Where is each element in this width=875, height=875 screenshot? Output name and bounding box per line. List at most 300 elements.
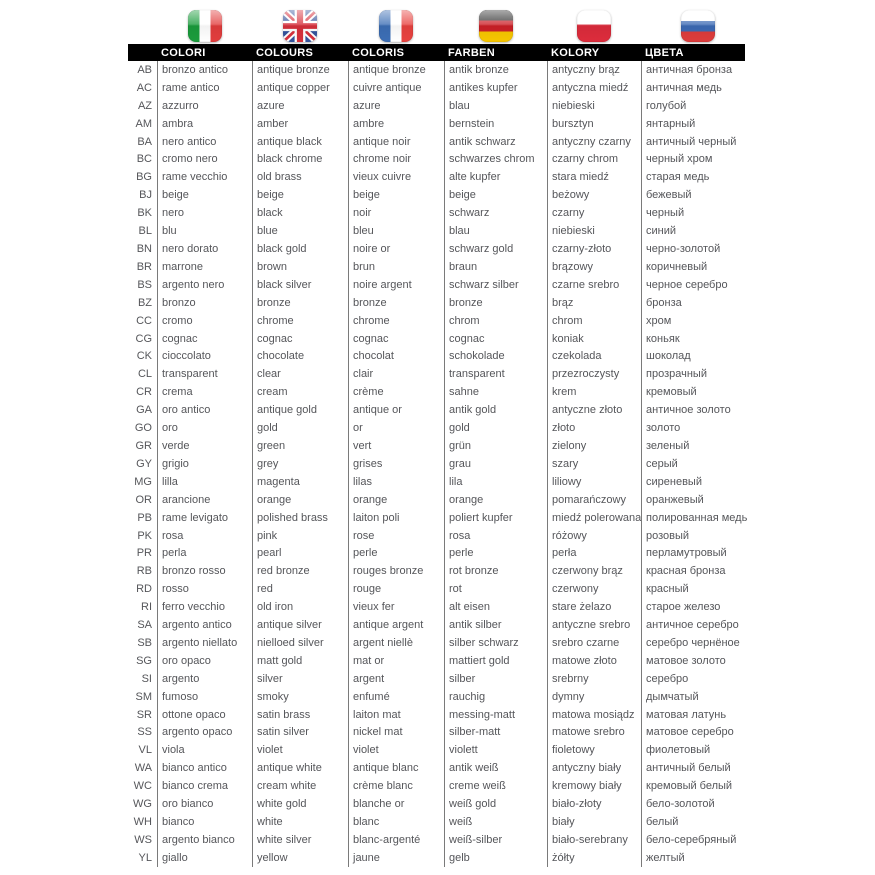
french-name-cell: antique noir: [348, 133, 444, 151]
header-colori: COLORI: [161, 46, 206, 59]
polish-name-cell: miedź polerowana: [547, 509, 641, 527]
table-row: [128, 276, 760, 294]
english-name-cell: green: [252, 437, 348, 455]
russian-name-cell: золото: [641, 419, 754, 437]
table-row: [128, 186, 760, 204]
italian-name-cell: rame vecchio: [157, 168, 252, 186]
table-row: [128, 473, 760, 491]
polish-name-cell: antyczne złoto: [547, 401, 641, 419]
polish-name-cell: złoto: [547, 419, 641, 437]
color-code-cell: BJ: [139, 189, 152, 202]
color-code-cell: BG: [136, 171, 152, 184]
english-name-cell: antique copper: [252, 79, 348, 97]
italian-name-cell: blu: [157, 222, 252, 240]
table-row: [128, 455, 760, 473]
color-code-cell: GA: [136, 404, 152, 417]
german-name-cell: antik weiß: [444, 759, 547, 777]
russian-name-cell: античная медь: [641, 79, 754, 97]
italian-name-cell: nero dorato: [157, 240, 252, 258]
polish-name-cell: brąz: [547, 294, 641, 312]
russian-name-cell: кремовый: [641, 383, 754, 401]
english-name-cell: black: [252, 204, 348, 222]
table-row: [128, 598, 760, 616]
italian-name-cell: oro: [157, 419, 252, 437]
header-coloris: COLORIS: [352, 46, 405, 59]
italian-name-cell: viola: [157, 741, 252, 759]
polish-name-cell: antyczny biały: [547, 759, 641, 777]
italian-name-cell: crema: [157, 383, 252, 401]
color-code-cell: SG: [136, 654, 152, 667]
english-name-cell: cognac: [252, 330, 348, 348]
color-code-cell: PR: [136, 547, 152, 560]
polish-name-cell: matowe srebro: [547, 724, 641, 742]
color-code-cell: AZ: [137, 99, 152, 112]
color-code-cell: CK: [136, 350, 152, 363]
english-name-cell: orange: [252, 491, 348, 509]
french-name-cell: vieux fer: [348, 598, 444, 616]
german-name-cell: lila: [444, 473, 547, 491]
polish-name-cell: antyczna miedź: [547, 79, 641, 97]
italy-flag-icon: [188, 10, 222, 42]
english-name-cell: cream white: [252, 777, 348, 795]
header-kolory: KOLORY: [551, 46, 600, 59]
english-name-cell: antique bronze: [252, 61, 348, 79]
color-code-cell: CL: [137, 368, 152, 381]
color-code-cell: YL: [138, 851, 152, 864]
table-row: [128, 670, 760, 688]
italian-name-cell: nero antico: [157, 133, 252, 151]
german-name-cell: chrom: [444, 312, 547, 330]
russian-name-cell: сиреневый: [641, 473, 754, 491]
german-name-cell: blau: [444, 97, 547, 115]
table-row: [128, 348, 760, 366]
russian-name-cell: черный: [641, 204, 754, 222]
table-row: [128, 759, 760, 777]
russian-name-cell: античный белый: [641, 759, 754, 777]
english-name-cell: old brass: [252, 168, 348, 186]
french-name-cell: ambre: [348, 115, 444, 133]
color-code-cell: AB: [137, 63, 152, 76]
russian-name-cell: серебро: [641, 670, 754, 688]
italian-name-cell: bronzo: [157, 294, 252, 312]
german-name-cell: weiß-silber: [444, 831, 547, 849]
italian-name-cell: argento niellato: [157, 634, 252, 652]
french-name-cell: crème: [348, 383, 444, 401]
french-name-cell: jaune: [348, 849, 444, 867]
french-name-cell: argent: [348, 670, 444, 688]
russian-name-cell: античное золото: [641, 401, 754, 419]
table-row: [128, 616, 760, 634]
polish-name-cell: przezroczysty: [547, 365, 641, 383]
color-codes-table: [128, 0, 760, 867]
french-name-cell: noir: [348, 204, 444, 222]
france-flag-icon: [379, 10, 413, 42]
color-code-cell: RB: [136, 565, 152, 578]
polish-name-cell: antyczne srebro: [547, 616, 641, 634]
french-name-cell: laiton poli: [348, 509, 444, 527]
french-name-cell: orange: [348, 491, 444, 509]
italian-name-cell: argento bianco: [157, 831, 252, 849]
french-name-cell: blanc-argenté: [348, 831, 444, 849]
polish-name-cell: koniak: [547, 330, 641, 348]
english-name-cell: pearl: [252, 544, 348, 562]
uk-flag-icon: [283, 10, 317, 42]
russian-name-cell: розовый: [641, 527, 754, 545]
polish-name-cell: czarny chrom: [547, 151, 641, 169]
color-code-cell: BK: [137, 207, 152, 220]
german-name-cell: perle: [444, 544, 547, 562]
table-row: [128, 365, 760, 383]
french-name-cell: azure: [348, 97, 444, 115]
english-name-cell: brown: [252, 258, 348, 276]
table-row: [128, 312, 760, 330]
french-name-cell: antique or: [348, 401, 444, 419]
polish-name-cell: chrom: [547, 312, 641, 330]
color-code-cell: SB: [137, 636, 152, 649]
english-name-cell: nielloed silver: [252, 634, 348, 652]
color-code-cell: PB: [137, 511, 152, 524]
italian-name-cell: cognac: [157, 330, 252, 348]
russian-name-cell: прозрачный: [641, 365, 754, 383]
color-code-cell: WG: [133, 798, 152, 811]
color-code-cell: WH: [133, 816, 152, 829]
russian-name-cell: коричневый: [641, 258, 754, 276]
color-code-cell: WA: [134, 762, 152, 775]
polish-name-cell: biały: [547, 813, 641, 831]
russian-name-cell: шоколад: [641, 348, 754, 366]
table-row: [128, 580, 760, 598]
french-name-cell: nickel mat: [348, 724, 444, 742]
table-row: [128, 401, 760, 419]
table-row: [128, 491, 760, 509]
italian-name-cell: cromo: [157, 312, 252, 330]
german-name-cell: poliert kupfer: [444, 509, 547, 527]
polish-name-cell: srebro czarne: [547, 634, 641, 652]
color-code-cell: RD: [136, 583, 152, 596]
russian-name-cell: матовое серебро: [641, 724, 754, 742]
table-body: [128, 61, 760, 867]
color-code-cell: VL: [138, 744, 152, 757]
english-name-cell: silver: [252, 670, 348, 688]
french-name-cell: chrome: [348, 312, 444, 330]
table-row: [128, 61, 760, 79]
italian-name-cell: verde: [157, 437, 252, 455]
german-name-cell: gold: [444, 419, 547, 437]
french-name-cell: rouges bronze: [348, 562, 444, 580]
french-name-cell: perle: [348, 544, 444, 562]
french-name-cell: noire argent: [348, 276, 444, 294]
color-code-cell: SI: [141, 672, 152, 685]
german-name-cell: alte kupfer: [444, 168, 547, 186]
italian-name-cell: bianco: [157, 813, 252, 831]
french-name-cell: beige: [348, 186, 444, 204]
italian-name-cell: oro bianco: [157, 795, 252, 813]
table-row: [128, 419, 760, 437]
russian-name-cell: полированная медь: [641, 509, 754, 527]
english-name-cell: grey: [252, 455, 348, 473]
french-name-cell: crème blanc: [348, 777, 444, 795]
color-code-cell: WC: [133, 780, 152, 793]
english-name-cell: chrome: [252, 312, 348, 330]
german-name-cell: schwarz silber: [444, 276, 547, 294]
german-name-cell: creme weiß: [444, 777, 547, 795]
italian-name-cell: argento nero: [157, 276, 252, 294]
italian-name-cell: cioccolato: [157, 348, 252, 366]
color-code-cell: CR: [136, 386, 152, 399]
italian-name-cell: bianco crema: [157, 777, 252, 795]
english-name-cell: amber: [252, 115, 348, 133]
color-code-cell: BA: [137, 135, 152, 148]
french-name-cell: brun: [348, 258, 444, 276]
german-name-cell: silber: [444, 670, 547, 688]
polish-name-cell: czekolada: [547, 348, 641, 366]
german-name-cell: antik bronze: [444, 61, 547, 79]
russian-name-cell: оранжевый: [641, 491, 754, 509]
polish-name-cell: stare żelazo: [547, 598, 641, 616]
english-name-cell: gold: [252, 419, 348, 437]
english-name-cell: red bronze: [252, 562, 348, 580]
italian-name-cell: nero: [157, 204, 252, 222]
french-name-cell: laiton mat: [348, 706, 444, 724]
table-row: [128, 330, 760, 348]
german-name-cell: antik schwarz: [444, 133, 547, 151]
table-row: [128, 79, 760, 97]
italian-name-cell: bianco antico: [157, 759, 252, 777]
german-name-cell: schwarzes chrom: [444, 151, 547, 169]
italian-name-cell: grigio: [157, 455, 252, 473]
russian-name-cell: зеленый: [641, 437, 754, 455]
russian-name-cell: бело-серебряный: [641, 831, 754, 849]
italian-name-cell: bronzo antico: [157, 61, 252, 79]
german-name-cell: orange: [444, 491, 547, 509]
german-name-cell: antik silber: [444, 616, 547, 634]
french-name-cell: chrome noir: [348, 151, 444, 169]
french-name-cell: bronze: [348, 294, 444, 312]
french-name-cell: chocolat: [348, 348, 444, 366]
french-name-cell: bleu: [348, 222, 444, 240]
table-row: [128, 562, 760, 580]
table-row: [128, 831, 760, 849]
english-name-cell: bronze: [252, 294, 348, 312]
russian-name-cell: черный хром: [641, 151, 754, 169]
table-row: [128, 688, 760, 706]
polish-name-cell: bursztyn: [547, 115, 641, 133]
french-name-cell: mat or: [348, 652, 444, 670]
table-row: [128, 849, 760, 867]
polish-name-cell: pomarańczowy: [547, 491, 641, 509]
polish-name-cell: zielony: [547, 437, 641, 455]
table-row: [128, 168, 760, 186]
german-name-cell: silber schwarz: [444, 634, 547, 652]
english-name-cell: satin silver: [252, 724, 348, 742]
header-colours: COLOURS: [256, 46, 314, 59]
russian-name-cell: матовая латунь: [641, 706, 754, 724]
italian-name-cell: oro antico: [157, 401, 252, 419]
french-name-cell: enfumé: [348, 688, 444, 706]
italian-name-cell: argento: [157, 670, 252, 688]
italian-name-cell: fumoso: [157, 688, 252, 706]
german-name-cell: rot bronze: [444, 562, 547, 580]
french-name-cell: antique argent: [348, 616, 444, 634]
german-name-cell: schwarz gold: [444, 240, 547, 258]
russian-name-cell: красный: [641, 580, 754, 598]
english-name-cell: black chrome: [252, 151, 348, 169]
french-name-cell: or: [348, 419, 444, 437]
polish-name-cell: beżowy: [547, 186, 641, 204]
polish-name-cell: czarne srebro: [547, 276, 641, 294]
german-name-cell: schwarz: [444, 204, 547, 222]
russian-name-cell: коньяк: [641, 330, 754, 348]
german-name-cell: gelb: [444, 849, 547, 867]
polish-name-cell: czarny-złoto: [547, 240, 641, 258]
color-code-cell: AM: [135, 117, 152, 130]
color-code-cell: BR: [136, 260, 152, 273]
russian-name-cell: хром: [641, 312, 754, 330]
russian-name-cell: синий: [641, 222, 754, 240]
french-name-cell: cuivre antique: [348, 79, 444, 97]
polish-name-cell: niebieski: [547, 97, 641, 115]
russian-name-cell: черное серебро: [641, 276, 754, 294]
color-code-cell: MG: [134, 475, 152, 488]
table-row: [128, 813, 760, 831]
flags-row: [128, 0, 760, 44]
color-code-cell: WS: [134, 833, 152, 846]
color-code-cell: SM: [135, 690, 152, 703]
italian-name-cell: arancione: [157, 491, 252, 509]
italian-name-cell: rame antico: [157, 79, 252, 97]
polish-name-cell: dymny: [547, 688, 641, 706]
english-name-cell: black gold: [252, 240, 348, 258]
table-row: [128, 133, 760, 151]
german-name-cell: mattiert gold: [444, 652, 547, 670]
russian-name-cell: черно-золотой: [641, 240, 754, 258]
color-code-cell: GY: [136, 457, 152, 470]
italian-name-cell: ottone opaco: [157, 706, 252, 724]
german-name-cell: silber-matt: [444, 724, 547, 742]
russian-name-cell: старое железо: [641, 598, 754, 616]
russian-name-cell: бежевый: [641, 186, 754, 204]
table-row: [128, 383, 760, 401]
polish-name-cell: matowa mosiądz: [547, 706, 641, 724]
russian-name-cell: голубой: [641, 97, 754, 115]
russian-name-cell: желтый: [641, 849, 754, 867]
french-name-cell: argent niellè: [348, 634, 444, 652]
header-farben: FARBEN: [448, 46, 496, 59]
russian-name-cell: серебро чернёное: [641, 634, 754, 652]
color-code-cell: BL: [138, 225, 152, 238]
germany-flag-icon: [479, 10, 513, 42]
german-name-cell: alt eisen: [444, 598, 547, 616]
italian-name-cell: lilla: [157, 473, 252, 491]
german-name-cell: braun: [444, 258, 547, 276]
german-name-cell: beige: [444, 186, 547, 204]
german-name-cell: bronze: [444, 294, 547, 312]
color-code-cell: RI: [141, 601, 152, 614]
table-row: [128, 527, 760, 545]
polish-name-cell: matowe złoto: [547, 652, 641, 670]
english-name-cell: antique gold: [252, 401, 348, 419]
polish-name-cell: krem: [547, 383, 641, 401]
color-code-cell: GO: [134, 422, 152, 435]
table-row: [128, 258, 760, 276]
english-name-cell: white gold: [252, 795, 348, 813]
german-name-cell: antikes kupfer: [444, 79, 547, 97]
english-name-cell: white silver: [252, 831, 348, 849]
color-code-cell: BZ: [137, 296, 152, 309]
polish-name-cell: czerwony: [547, 580, 641, 598]
english-name-cell: polished brass: [252, 509, 348, 527]
russian-name-cell: фиолетовый: [641, 741, 754, 759]
russian-name-cell: старая медь: [641, 168, 754, 186]
german-name-cell: bernstein: [444, 115, 547, 133]
color-code-cell: PK: [137, 529, 152, 542]
italian-name-cell: cromo nero: [157, 151, 252, 169]
polish-name-cell: perła: [547, 544, 641, 562]
polish-name-cell: liliowy: [547, 473, 641, 491]
color-code-cell: CG: [135, 332, 152, 345]
header-cveta: ЦВЕТА: [645, 46, 684, 59]
french-name-cell: cognac: [348, 330, 444, 348]
poland-flag-icon: [577, 10, 611, 42]
french-name-cell: lilas: [348, 473, 444, 491]
german-name-cell: cognac: [444, 330, 547, 348]
color-code-cell: SA: [137, 619, 152, 632]
english-name-cell: black silver: [252, 276, 348, 294]
english-name-cell: white: [252, 813, 348, 831]
italian-name-cell: ferro vecchio: [157, 598, 252, 616]
german-name-cell: grün: [444, 437, 547, 455]
color-code-cell: BN: [136, 243, 152, 256]
russian-name-cell: перламутровый: [641, 544, 754, 562]
french-name-cell: antique blanc: [348, 759, 444, 777]
french-name-cell: antique bronze: [348, 61, 444, 79]
french-name-cell: vert: [348, 437, 444, 455]
table-row: [128, 724, 760, 742]
table-row: [128, 777, 760, 795]
russian-name-cell: античный черный: [641, 133, 754, 151]
polish-name-cell: stara miedź: [547, 168, 641, 186]
color-code-cell: GR: [135, 439, 152, 452]
italian-name-cell: rosso: [157, 580, 252, 598]
german-name-cell: weiß: [444, 813, 547, 831]
german-name-cell: rot: [444, 580, 547, 598]
color-code-cell: SR: [136, 708, 152, 721]
english-name-cell: cream: [252, 383, 348, 401]
english-name-cell: matt gold: [252, 652, 348, 670]
german-name-cell: rosa: [444, 527, 547, 545]
russian-name-cell: античная бронза: [641, 61, 754, 79]
german-name-cell: messing-matt: [444, 706, 547, 724]
polish-name-cell: antyczny brąz: [547, 61, 641, 79]
table-row: [128, 204, 760, 222]
italian-name-cell: rosa: [157, 527, 252, 545]
german-name-cell: transparent: [444, 365, 547, 383]
table-row: [128, 741, 760, 759]
english-name-cell: antique black: [252, 133, 348, 151]
russian-name-cell: дымчатый: [641, 688, 754, 706]
table-row: [128, 294, 760, 312]
table-row: [128, 240, 760, 258]
french-name-cell: vieux cuivre: [348, 168, 444, 186]
italian-name-cell: azzurro: [157, 97, 252, 115]
english-name-cell: antique silver: [252, 616, 348, 634]
polish-name-cell: różowy: [547, 527, 641, 545]
table-row: [128, 795, 760, 813]
french-name-cell: blanche or: [348, 795, 444, 813]
german-name-cell: blau: [444, 222, 547, 240]
table-row: [128, 652, 760, 670]
table-row: [128, 115, 760, 133]
